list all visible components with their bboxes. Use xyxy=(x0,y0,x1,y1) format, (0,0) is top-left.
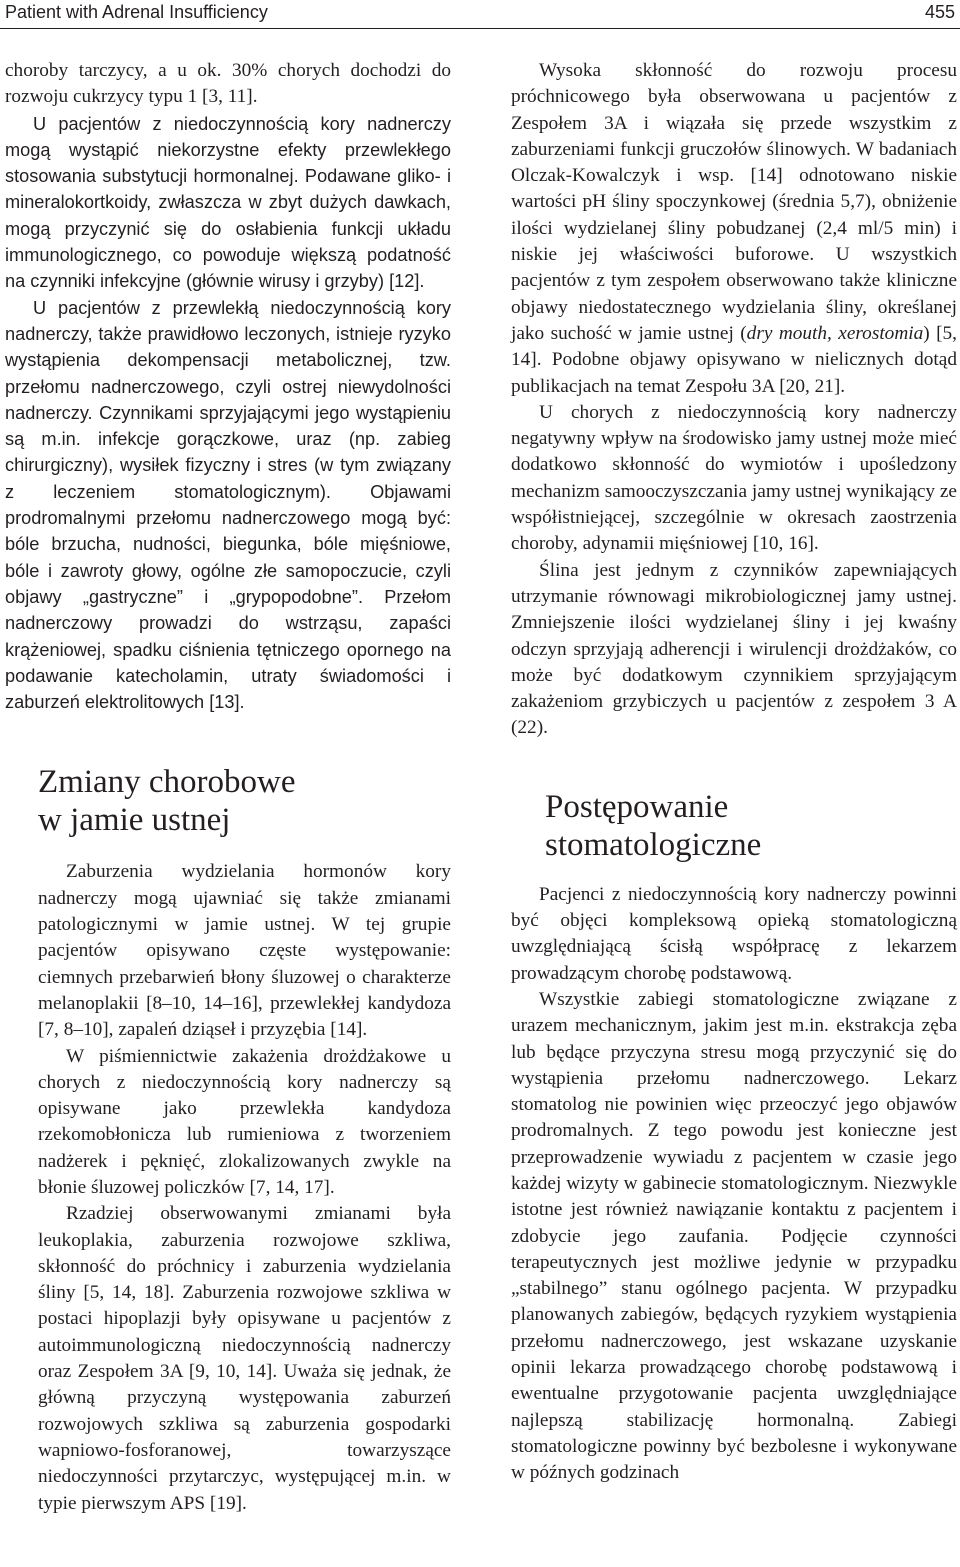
body-paragraph: Rzadziej obserwowanymi zmianami była leukoplakia, zaburzenia rozwojowe szkliwa, skłonność do próchnicy i zaburzenia wydzielania śliny [5, 14, 18]. Zaburzenia rozwojowe szkliwa w postaci hipoplazji były opisywane u pacjentów z autoimmunologiczną niedoczynnością nadnerczy oraz Zespołem 3A [9, 10, 14]. Uważa się jednak, że główną przyczyną występowania zaburzeń rozwojowych szkliwa są zaburzenia gospodarki wapniowo-fosforanowej, towarzyszące niedoczynności przytarczyc, występującej m.in. w typie pierwszym APS [19]. xyxy=(38,1203,451,1514)
running-title: Patient with Adrenal Insufficiency xyxy=(5,2,268,22)
section-heading xyxy=(38,763,451,839)
body-paragraph xyxy=(511,58,957,400)
section-dental-management xyxy=(511,788,957,1487)
body-paragraph: Wszystkie zabiegi stomatologiczne związane z urazem mechanicznym, jakim jest m.in. ekstrakcja zęba lub będące przyczyna stresu mogą przyczynić się do wystąpienia przełomu nadnerczowego. Lekarz stomatolog nie powinien więc przeoczyć jego objawów prodromalnych. Z tego powodu jest konieczne jest przeprowadzenie wywiadu z pacjentem w czasie jego każdej wizyty w gabinecie stomatologicznym. Niezwykle istotne jest również nawiązanie kontaktu z pacjentem i zdobycie jego zaufania. Podjęcie czynności terapeutycznych jest możliwe jedynie w przypadku „stabilnego” stanu ogólnego pacjenta. W przypadku planowanych zabiegów, będących ryzykiem wystąpienia przełomu nadnerczowego, jest wskazane uzyskanie opinii lekarza prowadzącego chorobę podstawową i ewentualne przygotowanie pacjenta uwzględniające najlepszą stabilizację hormonalną. Zabiegi stomatologiczne powinny być bezbolesne i wykonywane w późnych godzinach xyxy=(511,988,957,1484)
body-paragraph: Ślina jest jednym z czynników zapewniających utrzymanie równowagi mikrobiologicznej jamy ustnej. Zmniejszenie ilości wydzielanej śliny i jej kwaśny odczyn sprzyjają adherencji i wirulencji drożdżaków, co może być dodatkowym czynnikiem sprzyjającym zakażeniom grzybiczych u pacjentów z zespołem 3 A (22). xyxy=(511,559,957,739)
body-paragraph: choroby tarczycy, a u ok. 30% chorych dochodzi do rozwoju cukrzycy typu 1 [3, 11]. xyxy=(5,60,451,108)
section-heading-line: Postępowanie xyxy=(545,788,729,825)
page-number: 455 xyxy=(924,2,955,22)
left-column xyxy=(5,58,451,1517)
right-column xyxy=(511,58,957,1487)
body-paragraph: U chorych z niedoczynnością kory nadnerczy negatywny wpływ na środowisko jamy ustnej może mieć dodatkowo skłonność do wymiotów i upośledzony mechanizm samooczyszczania jamy ustnej wynikający ze współistniejącej, szczególnie w okresach zaostrzenia choroby, adynamii mięśniowej [10, 16]. xyxy=(511,401,957,555)
text-run: ) [5, 14]. Podobne objawy opisywano w nielicznych dotąd publikacjach na temat Zespołu 3A [20, 21]. xyxy=(511,322,957,397)
header-rule xyxy=(0,28,960,29)
body-paragraph: Pacjenci z niedoczynnością kory nadnerczy powinni być objęci kompleksową opieką stomatologiczną uwzględniającą ścisłą współpracę z lekarzem prowadzącym chorobę podstawową. xyxy=(511,883,957,984)
text-run: Wysoka skłonność do rozwoju procesu próchnicowego była obserwowana u pacjentów z Zespołem 3A i wiązała się przede wszystkim z zaburzeniami funkcji gruczołów ślinowych. W badaniach Olczak-Kowalczyk i wsp. [14] odnotowano niskie wartości pH śliny spoczynkowej (średnia 5,7), obniżenie ilości wydzielanej śliny pobudzanej (2,4 ml/5 min) i niskie jej właściwości buforowe. U wszystkich pacjentów z tym zespołem obserwowano także kliniczne objawy niedostatecznego wydzielania śliny, określanej jako suchość w jamie ustnej ( xyxy=(511,60,957,344)
section-heading-line: Zmiany chorobowe xyxy=(38,764,296,801)
body-paragraph: U pacjentów z niedoczynnością kory nadnerczy mogą wystąpić niekorzystne efekty przewlekłego stosowania substytucji hormonalnej. Podawane gliko- i mineralokortkoidy, zwłaszcza w zbyt dużych dawkach, mogą przyczynić się do osłabienia funkcji układu immunologicznego, co powoduje większą podatność na czynniki infekcyjne (głównie wirusy i grzyby) [12]. xyxy=(5,113,451,292)
body-paragraph: W piśmiennictwie zakażenia drożdżakowe u chorych z niedoczynnością kory nadnerczy są opisywane jako przewlekła kandydoza rzekomobłonicza lub rumieniowa z tworzeniem nadżerek i pęknięć, zlokalizowanych zwykle na błonie śluzowej policzków [7, 14, 17]. xyxy=(38,1045,451,1198)
section-heading xyxy=(545,788,957,864)
section-heading-line: stomatologiczne xyxy=(545,826,762,863)
body-paragraph: Zaburzenia wydzielania hormonów kory nadnerczy mogą ujawniać się także zmianami patologicznymi w jamie ustnej. W tej grupie pacjentów opisywano częste występowanie: ciemnych przebarwień błony śluzowej o charakterze melanoplakii [8–10, 14–16], przewlekłej kandydoza [7, 8–10], zapaleń dziąseł i przyzębia [14]. xyxy=(38,861,451,1041)
body-paragraph: U pacjentów z przewlekłą niedoczynnością kory nadnerczy, także prawidłowo leczonych, istnieje ryzyko wystąpienia dekompensacji metabolicznej, tzw. przełomu nadnerczowego, czyli ostrej niewydolności nadnerczy. Czynnikami sprzyjającymi jego wystąpieniu są m.in. infekcje gorączkowe, uraz (np. zabieg chirurgiczny), wysiłek fizyczny i stres (w tym związany z leczeniem stomatologicznym). Objawami prodromalnymi przełomu nadnerczowego mogą być: bóle brzucha, nudności, biegunka, bóle mięśniowe, bóle i zawroty głowy, ogólne złe samopoczucie, czyli objawy „gastryczne” i „grypopodobne”. Przełom nadnerczowy prowadzi do wstrząsu, zapaści krążeniowej, spadku ciśnienia tętniczego opornego na podawanie katecholamin, utraty świadomości i zaburzeń elektrolitowych [13]. xyxy=(5,297,451,713)
running-head xyxy=(0,0,960,30)
italic-term: dry mouth, xerostomia xyxy=(746,322,924,344)
section-heading-line: w jamie ustnej xyxy=(38,802,231,839)
section-oral-changes xyxy=(38,763,451,1516)
